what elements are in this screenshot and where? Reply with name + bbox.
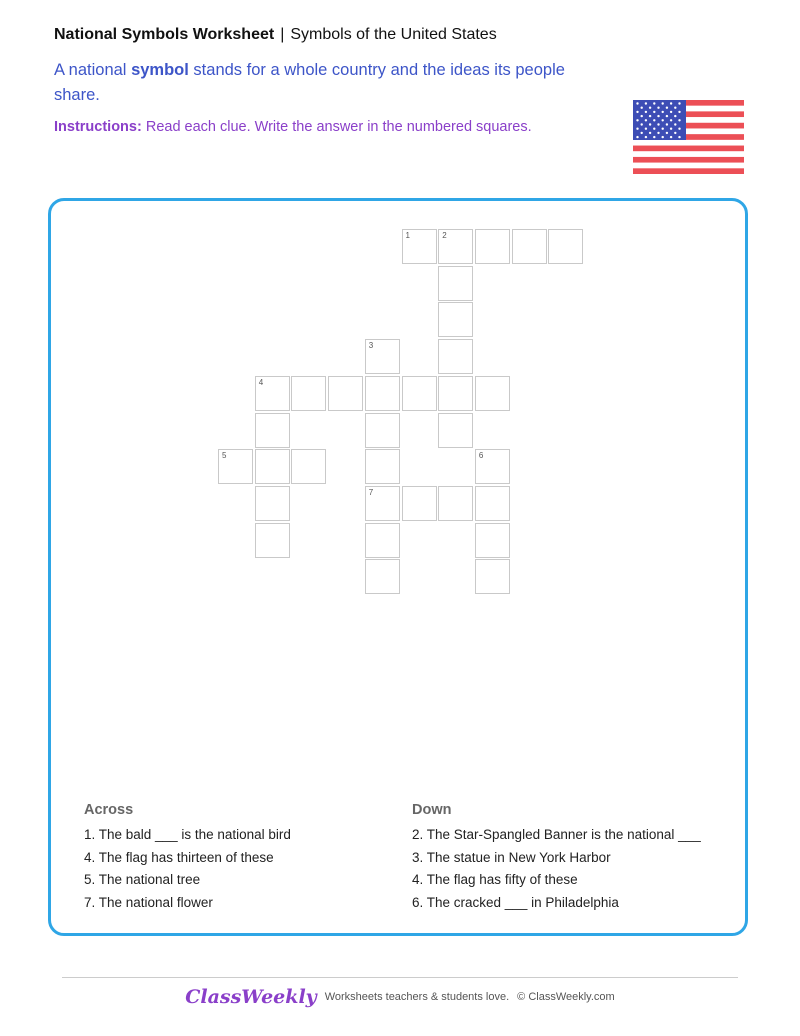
footer-divider (62, 977, 738, 978)
clue-down: 3. The statue in New York Harbor (412, 849, 611, 865)
crossword-cell[interactable] (548, 229, 583, 264)
crossword-cell[interactable] (475, 229, 510, 264)
crossword-cell[interactable] (512, 229, 547, 264)
crossword-cell[interactable] (438, 376, 473, 411)
crossword-cell[interactable] (255, 413, 290, 448)
crossword-cell[interactable] (255, 376, 290, 411)
clue-down: 6. The cracked ___ in Philadelphia (412, 894, 619, 910)
title-separator: | (280, 26, 285, 43)
down-heading: Down (412, 802, 452, 818)
footer-tagline: Worksheets teachers & students love. (324, 991, 510, 1003)
cell-number: 5 (222, 451, 227, 461)
clue-down: 4. The flag has fifty of these (412, 872, 578, 887)
worksheet-title: National Symbols Worksheet (54, 26, 275, 43)
crossword-cell[interactable] (291, 449, 326, 484)
intro-after: stands for a whole country and the ideas its people share. (54, 61, 565, 104)
cell-number: 3 (368, 341, 374, 351)
crossword-cell[interactable] (402, 376, 437, 411)
crossword-cell[interactable] (402, 229, 437, 264)
crossword-cell[interactable] (475, 486, 510, 521)
crossword-cell[interactable] (365, 413, 400, 448)
crossword-cell[interactable] (365, 523, 400, 558)
cell-number: 7 (368, 487, 374, 497)
cell-number: 4 (258, 377, 264, 387)
page-title (54, 26, 497, 44)
crossword-cell[interactable] (365, 449, 400, 484)
footer-copyright: © ClassWeekly.com (517, 991, 615, 1003)
crossword-cell[interactable] (438, 486, 473, 521)
crossword-cell[interactable] (438, 229, 473, 264)
instructions (54, 119, 532, 135)
crossword-cell[interactable] (291, 376, 326, 411)
crossword-cell[interactable] (328, 376, 363, 411)
crossword-cell[interactable] (438, 339, 473, 374)
cell-number: 1 (405, 231, 410, 240)
intro-text (54, 58, 614, 108)
crossword-cell[interactable] (438, 266, 473, 301)
clue-across: 1. The bald ___ is the national bird (84, 827, 291, 842)
intro-before: A national (54, 61, 132, 79)
intro-keyword: symbol (131, 61, 189, 79)
crossword-cell[interactable] (438, 302, 473, 337)
across-heading: Across (84, 802, 134, 818)
instructions-text: Read each clue. Write the answer in the numbered squares. (141, 119, 532, 135)
brand-logo: ClassWeekly (185, 986, 317, 1008)
crossword-cell[interactable] (402, 486, 437, 521)
crossword-cell[interactable] (255, 486, 290, 521)
crossword-cell[interactable] (255, 449, 290, 484)
crossword-cell[interactable] (475, 376, 510, 411)
clue-across: 7. The national flower (84, 894, 213, 910)
across-clues (84, 802, 291, 914)
footer (0, 986, 800, 1016)
clue-down: 2. The Star-Spangled Banner is the national ___ (412, 827, 701, 842)
us-flag-icon (633, 100, 744, 174)
crossword-cell[interactable] (475, 449, 510, 484)
cell-number: 2 (442, 231, 447, 240)
crossword-cell[interactable] (475, 559, 510, 594)
down-clues (412, 802, 701, 914)
crossword-cell[interactable] (218, 449, 253, 484)
clue-across: 4. The flag has thirteen of these (84, 849, 274, 865)
instructions-label: Instructions: (54, 119, 142, 135)
worksheet-subtitle: Symbols of the United States (290, 26, 497, 43)
crossword-cell[interactable] (365, 559, 400, 594)
crossword-cell[interactable] (365, 339, 400, 374)
cell-number: 6 (478, 451, 484, 461)
crossword-cell[interactable] (365, 486, 400, 521)
crossword-cell[interactable] (255, 523, 290, 558)
crossword-cell[interactable] (365, 376, 400, 411)
crossword-cell[interactable] (475, 523, 510, 558)
clue-across: 5. The national tree (84, 872, 201, 887)
crossword-cell[interactable] (438, 413, 473, 448)
